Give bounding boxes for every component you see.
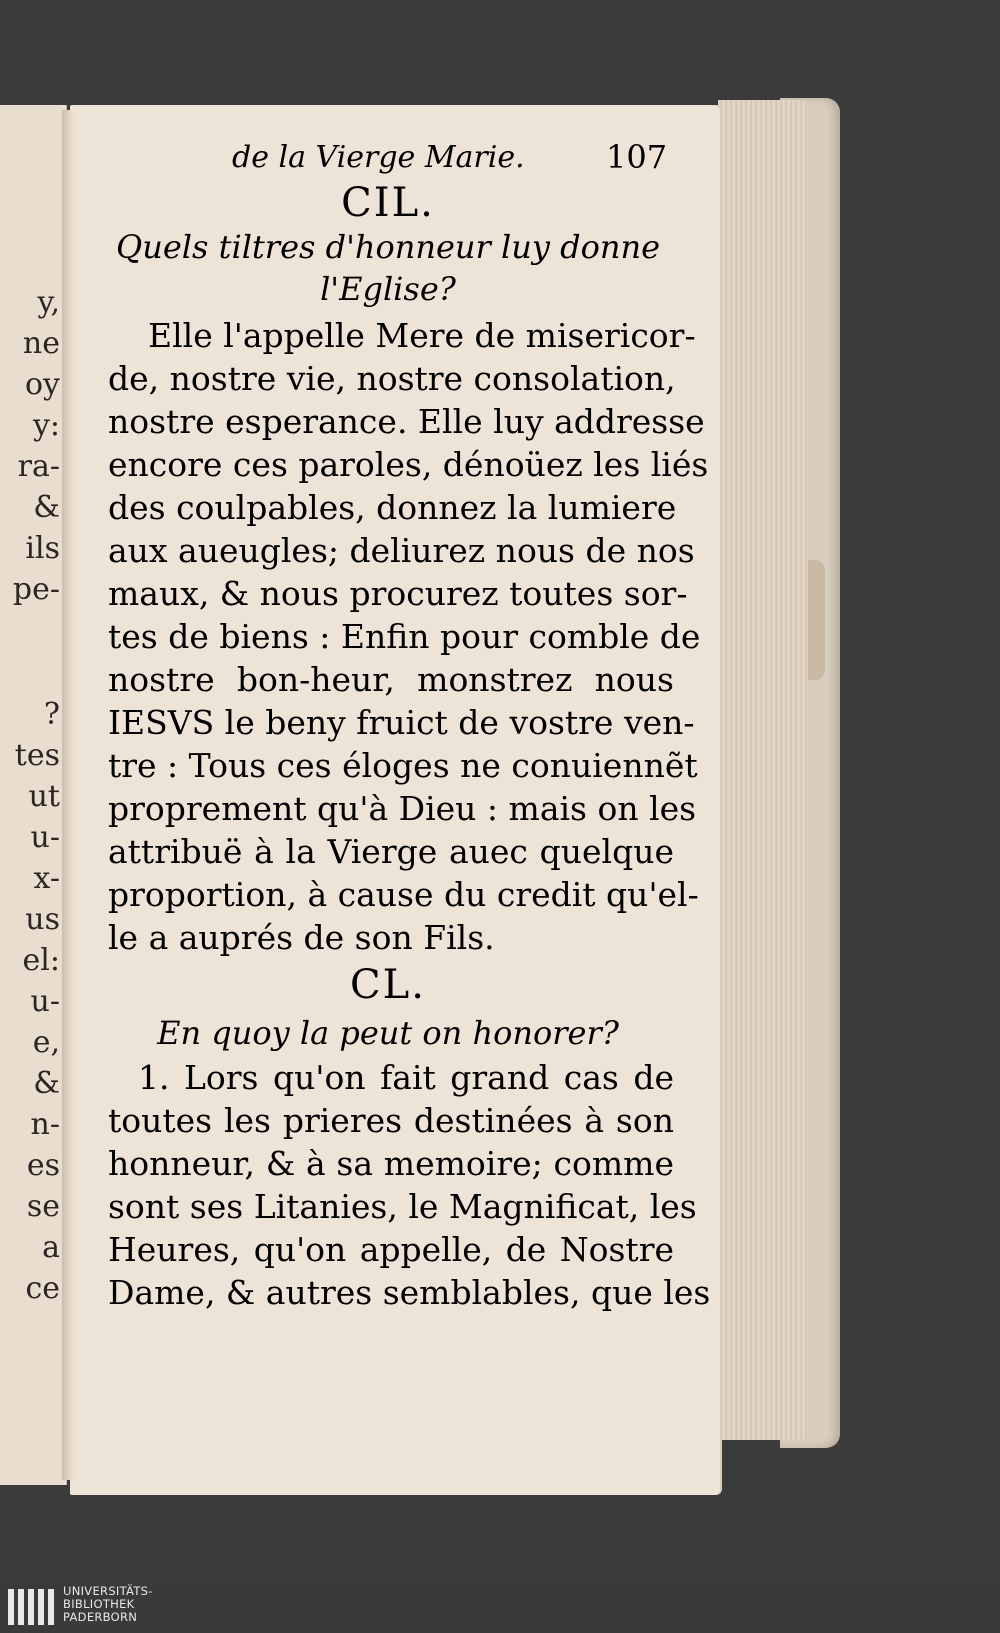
left-fragment: tes xyxy=(14,738,60,773)
library-logo-icon xyxy=(8,1587,58,1633)
left-fragment: y: xyxy=(32,408,60,443)
left-fragment: se xyxy=(26,1189,60,1224)
section-heading-cil: CIL. xyxy=(341,180,435,226)
left-fragment: u- xyxy=(30,984,60,1019)
body-line: tes de biens : Enfin pour comble de xyxy=(108,617,701,656)
left-fragment: y, xyxy=(37,285,60,320)
left-fragment: ? xyxy=(43,697,60,732)
page-edges xyxy=(718,100,808,1440)
body-line: honneur, & à sa memoire; comme xyxy=(108,1144,674,1183)
left-page xyxy=(0,105,67,1485)
body-line: attribuë à la Vierge auec quelque xyxy=(108,832,674,871)
left-fragment: u- xyxy=(30,820,60,855)
body-line: sont ses Litanies, le Magnificat, les xyxy=(108,1187,697,1226)
question-line-2: l'Eglise? xyxy=(320,270,456,308)
body-line: proprement qu'à Dieu : mais on les xyxy=(108,789,697,828)
logo-line: UNIVERSITÄTS- xyxy=(63,1584,153,1598)
body-line: le a auprés de son Fils. xyxy=(108,918,495,957)
left-fragment: ils xyxy=(25,531,60,566)
body-line: aux aueugles; deliurez nous de nos xyxy=(108,531,695,570)
body-line: 1. Lors qu'on fait grand cas de xyxy=(138,1058,674,1097)
left-fragment: es xyxy=(26,1148,60,1183)
library-logo-text xyxy=(63,1585,153,1624)
left-fragment: ra- xyxy=(17,449,60,484)
body-line: tre : Tous ces éloges ne conuiennẽt xyxy=(108,746,698,785)
body-line: IESVS le beny fruict de vostre ven- xyxy=(108,703,695,742)
question-2: En quoy la peut on honorer? xyxy=(157,1014,619,1052)
left-fragment: x- xyxy=(33,861,60,896)
body-line: proportion, à cause du credit qu'el- xyxy=(108,875,699,914)
body-line: maux, & nous procurez toutes sor- xyxy=(108,574,688,613)
left-fragment: n- xyxy=(30,1107,60,1142)
left-fragment: e, xyxy=(32,1025,60,1060)
running-head: de la Vierge Marie. xyxy=(232,140,525,175)
body-line: Heures, qu'on appelle, de Nostre xyxy=(108,1230,674,1269)
left-fragment: us xyxy=(25,902,60,937)
body-line: de, nostre vie, nostre consolation, xyxy=(108,359,676,398)
left-fragment: el: xyxy=(22,943,60,978)
left-fragment: ut xyxy=(28,779,60,814)
body-line: toutes les prieres destinées à son xyxy=(108,1101,674,1140)
left-fragment: & xyxy=(33,1066,60,1101)
section-heading-cl: CL. xyxy=(350,962,426,1008)
left-fragment: oy xyxy=(24,367,60,402)
body-line: nostre bon-heur, monstrez nous xyxy=(108,660,674,699)
body-line: encore ces paroles, dénoüez les liés xyxy=(108,445,709,484)
logo-line: BIBLIOTHEK xyxy=(63,1597,135,1611)
logo-line: PADERBORN xyxy=(63,1610,138,1624)
left-fragment: & xyxy=(33,490,60,525)
book-gutter xyxy=(62,110,74,1480)
page-number: 107 xyxy=(606,138,668,176)
body-line: Elle l'appelle Mere de misericor- xyxy=(148,316,696,355)
left-fragment: ne xyxy=(22,326,60,361)
left-fragment: a xyxy=(42,1230,60,1265)
question-line-1: Quels tiltres d'honneur luy donne xyxy=(115,228,660,266)
body-line: nostre esperance. Elle luy addresse xyxy=(108,402,705,441)
body-line: Dame, & autres semblables, que les xyxy=(108,1273,711,1312)
body-line: des coulpables, donnez la lumiere xyxy=(108,488,677,527)
left-fragment: ce xyxy=(25,1271,60,1306)
left-fragment: pe- xyxy=(12,572,60,607)
